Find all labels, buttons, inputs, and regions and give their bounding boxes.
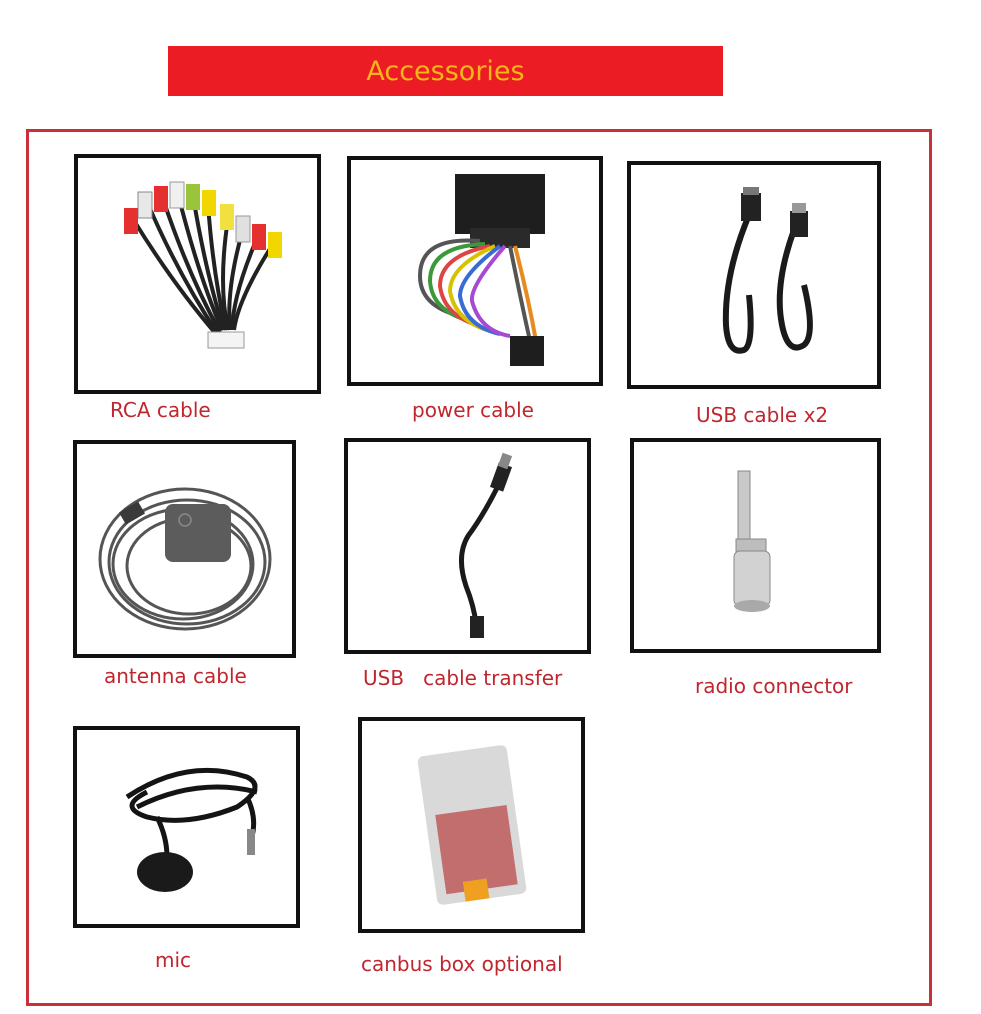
power-cable-photo — [347, 156, 603, 386]
rca-cable-photo — [74, 154, 321, 394]
microphone-icon — [87, 737, 287, 917]
mic-label: mic — [155, 948, 192, 972]
canbus-box-photo — [358, 717, 585, 933]
power-cable-icon — [360, 166, 590, 376]
canbus-box-label: canbus box optional — [361, 952, 563, 976]
radio-connector-label: radio connector — [695, 674, 853, 698]
radio-connector-photo — [630, 438, 881, 653]
usb-cable-icon — [654, 175, 854, 375]
gps-antenna-icon — [85, 454, 285, 644]
power-cable-label: power cable — [412, 398, 534, 422]
usb-transfer-icon — [388, 446, 548, 646]
usb-cable-label: USB cable x2 — [696, 403, 829, 427]
antenna-cable-label: antenna cable — [104, 664, 247, 688]
canbus-box-icon — [397, 730, 547, 920]
page-title: Accessories — [366, 55, 525, 87]
mic-photo — [73, 726, 300, 928]
usb-transfer-label: USB cable transfer — [363, 666, 563, 690]
antenna-cable-photo — [73, 440, 296, 658]
rca-cable-icon — [88, 164, 308, 384]
rca-cable-label: RCA cable — [110, 398, 211, 422]
radio-connector-icon — [696, 461, 816, 631]
title-banner — [168, 46, 723, 96]
usb-cable-photo — [627, 161, 881, 389]
usb-transfer-photo — [344, 438, 591, 654]
